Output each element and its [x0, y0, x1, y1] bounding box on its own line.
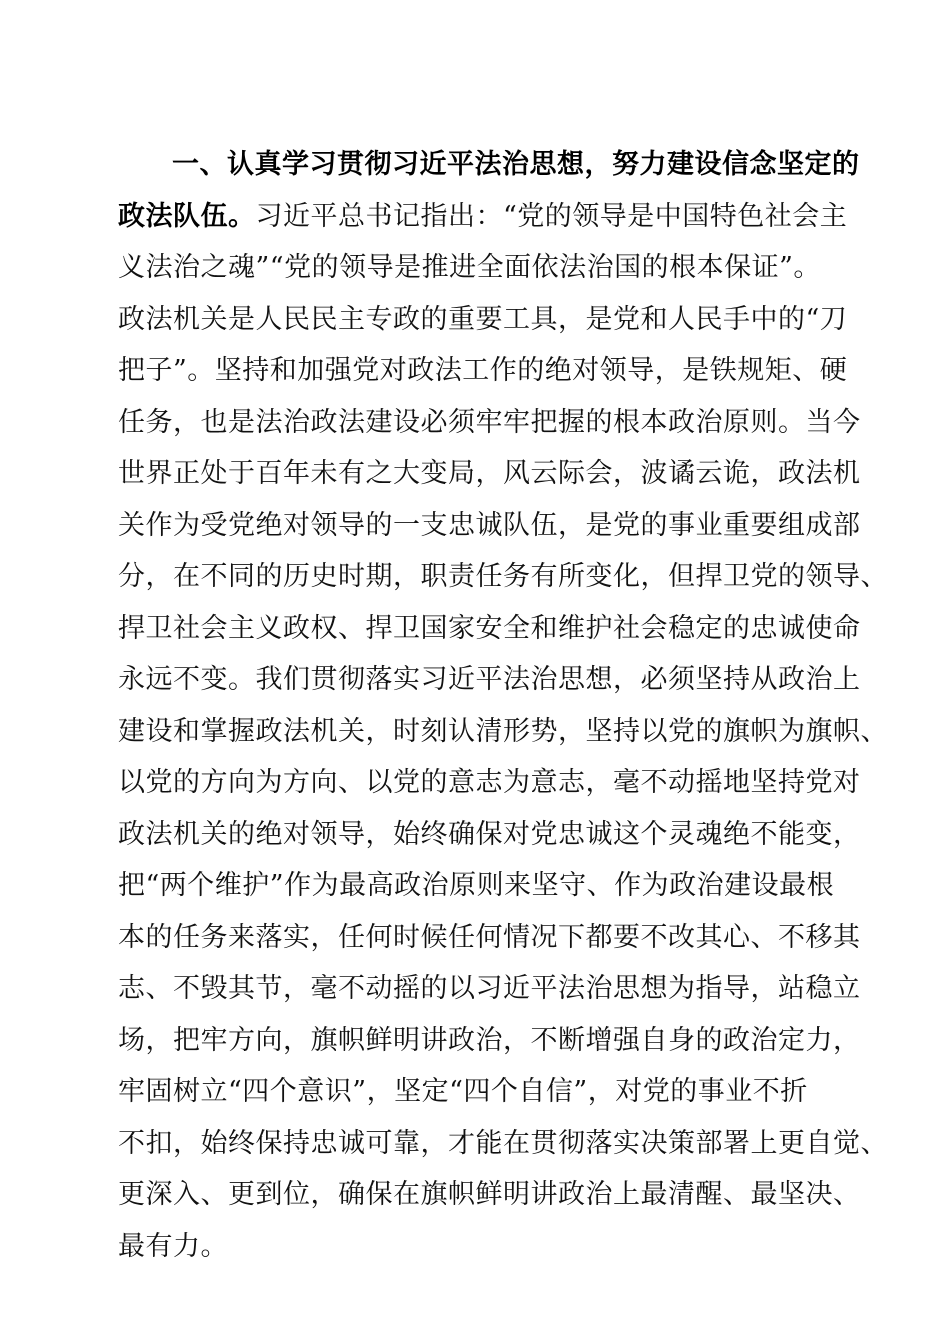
body-text: 习近平总书记指出：“党的领导是中国特色社会主: [255, 200, 848, 232]
text-line: 关作为受党绝对领导的一支忠诚队伍，是党的事业重要组成部: [118, 509, 861, 541]
text-line: 捍卫社会主义政权、捍卫国家安全和维护社会稳定的忠诚使命: [118, 612, 861, 644]
text-line: 永远不变。我们贯彻落实习近平法治思想，必须坚持从政治上: [118, 664, 861, 695]
text-line: 政法机关的绝对领导，始终确保对党忠诚这个灵魂绝不能变，: [118, 818, 861, 850]
text-line: 更深入、更到位，确保在旗帜鲜明讲政治上最清醒、最坚决、: [118, 1179, 861, 1210]
text-line: 不扣，始终保持忠诚可靠，才能在贯彻落实决策部署上更自觉、: [118, 1127, 888, 1159]
text-line: [118, 139, 860, 191]
text-line: 把“两个维护”作为最高政治原则来坚守、作为政治建设最根: [118, 870, 835, 901]
text-line: 最有力。: [118, 1230, 228, 1262]
text-line: 义法治之魂”“党的领导是推进全面依法治国的根本保证”。: [118, 252, 821, 283]
text-line: [118, 191, 848, 243]
section-heading: 一、认真学习贯彻习近平法治思想，努力建设信念坚定的: [172, 149, 860, 180]
text-line: 牢固树立“四个意识”，坚定“四个自信”，对党的事业不折: [118, 1076, 808, 1107]
text-line: 分，在不同的历史时期，职责任务有所变化，但捍卫党的领导、: [118, 561, 888, 592]
section-heading-continued: 政法队伍。: [118, 200, 256, 232]
text-line: 世界正处于百年未有之大变局，风云际会，波谲云诡，政法机: [118, 458, 861, 489]
text-line: 本的任务来落实，任何时候任何情况下都要不改其心、不移其: [118, 921, 861, 953]
text-line: 场，把牢方向，旗帜鲜明讲政治，不断增强自身的政治定力，: [118, 1024, 861, 1056]
paragraph: [118, 139, 888, 1272]
text-line: 把子”。坚持和加强党对政法工作的绝对领导，是铁规矩、硬: [118, 355, 848, 386]
text-line: 任务，也是法治政法建设必须牢牢把握的根本政治原则。当今: [118, 406, 861, 438]
text-line: 政法机关是人民民主专政的重要工具，是党和人民手中的“刀: [118, 303, 848, 335]
text-line: 建设和掌握政法机关，时刻认清形势，坚持以党的旗帜为旗帜、: [118, 715, 888, 747]
text-line: 以党的方向为方向、以党的意志为意志，毫不动摇地坚持党对: [118, 767, 861, 798]
text-line: 志、不毁其节，毫不动摇的以习近平法治思想为指导，站稳立: [118, 973, 861, 1004]
